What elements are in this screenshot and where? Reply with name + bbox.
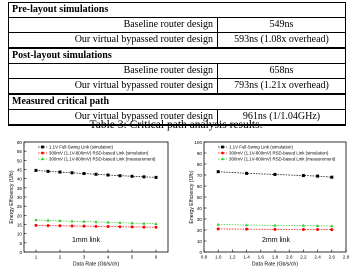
table-row [9,18,346,33]
table-section-header-row [9,94,346,110]
critical-path-table-body [9,3,346,126]
y-tick-label: 45 [16,167,22,173]
energy-efficiency-chart-1mm [2,138,172,273]
y-tick-label: 60 [16,140,22,145]
x-tick-label: 5 [130,254,134,260]
legend-marker [221,146,224,149]
x-tick-label: 1.6 [257,254,264,260]
data-point [83,172,86,175]
y-tick-label: 5 [19,240,22,246]
y-tick-label: 50 [196,195,202,200]
y-tick-label: 70 [196,173,202,178]
legend-label: 300mV (1.1V-800mV) RSD-based Link (simulation) [49,150,149,156]
data-point [119,174,122,177]
x-tick-label: 6 [154,254,158,260]
x-tick-label: 3 [82,254,86,260]
y-tick-label: 10 [16,231,22,237]
y-tick-label: 80 [196,162,202,167]
row-label: Baseline router design [9,18,218,33]
data-point [155,226,158,229]
row-label: Our virtual bypassed router design [9,79,218,95]
table-row [9,33,346,49]
data-point [119,225,122,228]
x-tick-label: 2.8 [342,254,350,260]
data-point [302,174,305,177]
table-row [9,79,346,95]
y-tick-label: 20 [196,228,202,233]
data-point [245,228,248,231]
y-tick-label: 0 [199,250,202,255]
legend-label: 1.1V Full-Swing Link (simulation) [229,144,293,150]
data-point [95,225,98,228]
data-point [143,226,146,229]
table-section-header: Measured critical path [9,94,346,110]
row-value: 658ns [218,64,346,79]
data-point [274,173,277,176]
y-tick-label: 20 [16,213,22,219]
y-tick-label: 35 [16,185,22,191]
energy-efficiency-chart-2mm [180,138,350,273]
y-tick-label: 0 [19,250,22,255]
table-section-header-row [9,3,346,18]
x-tick-label: 1.8 [271,254,279,260]
table-section-header: Post-layout simulations [9,48,346,64]
data-point [35,224,38,227]
data-point [131,175,134,178]
x-tick-label: 2 [58,254,62,260]
x-axis-label: Data Rate (Gb/s/ch) [72,261,120,268]
table-row [9,64,346,79]
data-point [330,228,333,231]
data-point [59,171,62,174]
x-tick-label: 2.0 [286,254,293,260]
table-section-header: Pre-layout simulations [9,3,346,18]
x-tick-label: 0.8 [200,254,208,260]
row-label: Our virtual bypassed router design [9,33,218,49]
x-tick-label: 1.2 [229,254,236,260]
x-tick-label: 2.2 [300,254,307,260]
y-tick-label: 90 [196,151,202,156]
legend-label: 300mV (1.1V-800mV) RSD-based Link (measurement) [229,156,336,162]
y-tick-label: 30 [16,195,22,200]
y-tick-label: 40 [16,176,22,182]
data-point [143,175,146,178]
data-point [316,228,319,231]
data-point [217,170,220,173]
x-tick-label: 1.4 [243,254,250,260]
y-tick-label: 25 [16,204,22,210]
data-point [47,170,50,173]
legend-label: 1.1V Full-Swing Link (simulation) [49,144,113,150]
y-axis-label: Energy Efficiency (fJ/b) [189,170,195,224]
legend-marker [221,152,224,155]
y-axis-label: Energy Efficiency (fJ/b) [9,170,15,224]
data-point [47,224,50,227]
y-tick-label: 10 [196,239,202,244]
y-tick-label: 60 [196,184,202,189]
y-tick-label: 40 [196,206,202,211]
x-tick-label: 4 [106,254,110,260]
y-tick-label: 55 [16,149,22,155]
x-tick-label: 2.4 [314,254,321,260]
data-point [316,175,319,178]
row-label: Our virtual bypassed router design [9,110,218,126]
row-value: 549ns [218,18,346,33]
data-point [155,176,158,179]
x-tick-label: 1 [34,254,38,260]
data-point [302,228,305,231]
data-point [245,172,248,175]
row-value: 961ns (1/1.04GHz) [218,110,346,126]
data-point [71,171,74,174]
data-point [71,224,74,227]
y-tick-label: 15 [16,222,22,228]
critical-path-table [8,2,346,126]
data-point [274,228,277,231]
x-axis-label: Data Rate (Gb/s/ch) [251,261,299,268]
row-value: 793ns (1.21x overhead) [218,79,346,95]
table-caption: Table 3: Critical path analysis results. [89,119,263,131]
data-point [59,224,62,227]
y-tick-label: 50 [16,158,22,164]
legend-label: 300mV (1.1V-800mV) RSD-based Link (measurement) [49,156,156,162]
x-tick-label: 1.0 [215,254,222,260]
row-label: Baseline router design [9,64,218,79]
legend-label: 300mV (1.1V-800mV) RSD-based Link (simulation) [229,150,329,156]
link-length-annotation: 1mm link [72,237,101,244]
y-tick-label: 30 [196,217,202,222]
data-point [330,176,333,179]
data-point [35,169,38,172]
link-length-annotation: 2mm link [262,237,291,244]
data-point [107,225,110,228]
legend-marker [41,152,44,155]
data-point [83,225,86,228]
x-tick-label: 2.6 [328,254,335,260]
data-point [107,174,110,177]
data-point [217,227,220,230]
y-tick-label: 100 [194,140,202,145]
data-point [131,225,134,228]
row-value: 593ns (1.08x overhead) [218,33,346,49]
data-point [95,173,98,176]
table-section-header-row [9,48,346,64]
legend-marker [41,146,44,149]
